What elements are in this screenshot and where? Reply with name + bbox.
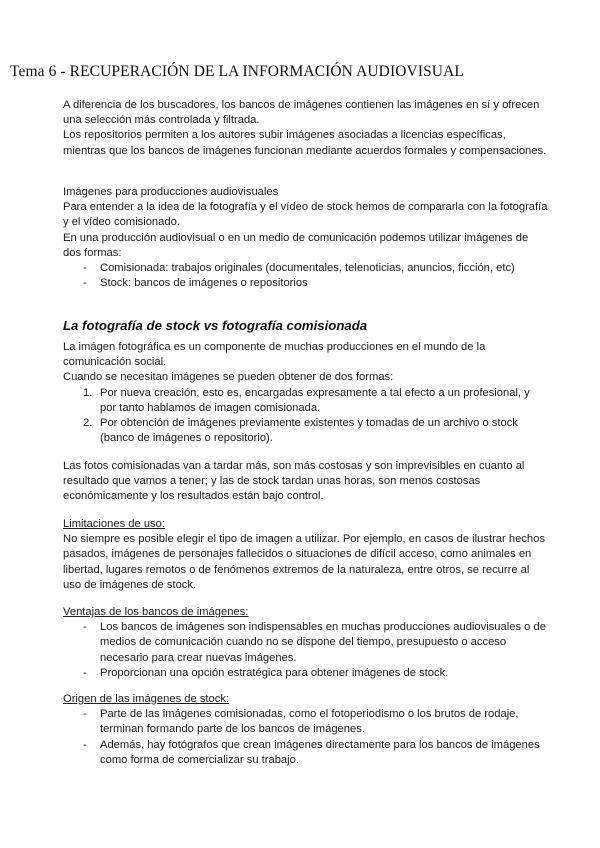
list-item-text: Los bancos de imágenes son indispensables en muchas producciones audiovisuales o de medios de comunicación cuando no se dispone del tiempo, presupuesto o acceso necesario para crear nuevas imágenes. (100, 621, 546, 664)
dash-marker: - (83, 708, 87, 721)
numbered-list (63, 386, 548, 447)
origin-heading: Origen de las imágenes de stock: (63, 693, 230, 705)
list-item-text: Stock: bancos de imágenes o repositorios (100, 277, 308, 290)
stock-vs-commissioned-section (63, 340, 548, 446)
limitations-text: No siempre es posible elegir el tipo de imagen a utilizar. Por ejemplo, en casos de ilustrar hechos pasados, imágenes de personajes fallecidos o situaciones de difícil acceso, como animales en libertad, lugares remotos o de fenómenos extremos de la naturaleza, entre otros, se recurre al uso de imágenes de stock. (63, 533, 545, 591)
number-marker: 2. (83, 417, 93, 430)
section-paragraph-1: La imágen fotográfica es un componente de muchas producciones en el mundo de la comunicación social. (63, 341, 486, 369)
intro-paragraph-2: Los repositorios permiten a los autores subir imágenes asociadas a licencias específicas, mientras que los bancos de imágenes funcionan mediante acuerdos formales y compensaciones. (63, 129, 547, 157)
comparison-paragraph (63, 459, 548, 505)
list-item (63, 416, 548, 446)
list-item (63, 276, 548, 291)
list-item-text: Además, hay fotógrafos que crean imágenes directamente para los bancos de imágenes como forma de comercializar su trabajo. (100, 738, 540, 766)
origin-list (63, 707, 548, 768)
list-item (63, 707, 548, 737)
list-item (63, 386, 548, 416)
intro-section (63, 98, 548, 159)
page-title: Tema 6 - RECUPERACIÓN DE LA INFORMACIÓN AUDIOVISUAL (10, 63, 464, 80)
list-item (63, 666, 548, 681)
list-item (63, 738, 548, 768)
intro-paragraph-1: A diferencia de los buscadores, los bancos de imágenes contienen las imágenes en sí y ofrecen una selección más controlada y filtrada. (63, 99, 540, 127)
productions-paragraph-1: Para entender a la idea de la fotografía y el vídeo de stock hemos de compararla con la fotografía y el vídeo comisionado. (63, 201, 548, 229)
section-paragraph-2: Cuando se necesitan imágenes se pueden obtener de dos formas: (63, 371, 394, 384)
limitations-heading: Limitaciones de uso: (63, 518, 165, 530)
productions-paragraph-2: En una producción audiovisual o en un medio de comunicación podemos utilizar imágenes de dos formas: (63, 231, 529, 259)
dash-marker: - (83, 262, 87, 275)
advantages-section (63, 605, 548, 681)
section-paragraph-3: Las fotos comisionadas van a tardar más, son más costosas y son imprevisibles en cuanto al resultado que vamos a tener; y las de stock tardan unas horas, son menos costosas económicamente y los resultados están bajo control. (63, 460, 525, 503)
productions-heading: Imágenes para producciones audiovisuales (63, 186, 279, 198)
list-item-text: Por nueva creación, esto es, encargadas expresamente a tal efecto a un profesional, y por tanto hablamos de imagen comisionada. (100, 386, 530, 414)
advantages-list (63, 620, 548, 681)
list-item (63, 620, 548, 666)
list-item-text: Comisionada: trabajos originales (documentales, telenoticias, anuncios, ficción, etc) (100, 262, 515, 275)
list-item-text: Proporcionan una opción estratégica para obtener imágenes de stock. (100, 666, 449, 679)
number-marker: 1. (83, 386, 93, 399)
limitations-section (63, 517, 548, 593)
productions-list (63, 261, 548, 291)
advantages-heading: Ventajas de los bancos de imágenes: (63, 606, 249, 618)
dash-marker: - (83, 666, 87, 679)
list-item (63, 261, 548, 276)
dash-marker: - (83, 621, 87, 634)
stock-vs-commissioned-heading (63, 318, 548, 333)
origin-section (63, 692, 548, 768)
list-item-text: Por obtención de imágenes previamente existentes y tomadas de un archivo o stock (banco de imágenes o repositorio). (100, 417, 518, 445)
dash-marker: - (83, 277, 87, 290)
productions-section (63, 185, 548, 291)
dash-marker: - (83, 738, 87, 751)
section-heading: La fotografía de stock vs fotografía comisionada (63, 318, 368, 333)
list-item-text: Parte de las imágenes comisionadas, como el fotoperiodismo o los brutos de rodaje, terminan formando parte de los bancos de imágenes. (100, 708, 519, 736)
